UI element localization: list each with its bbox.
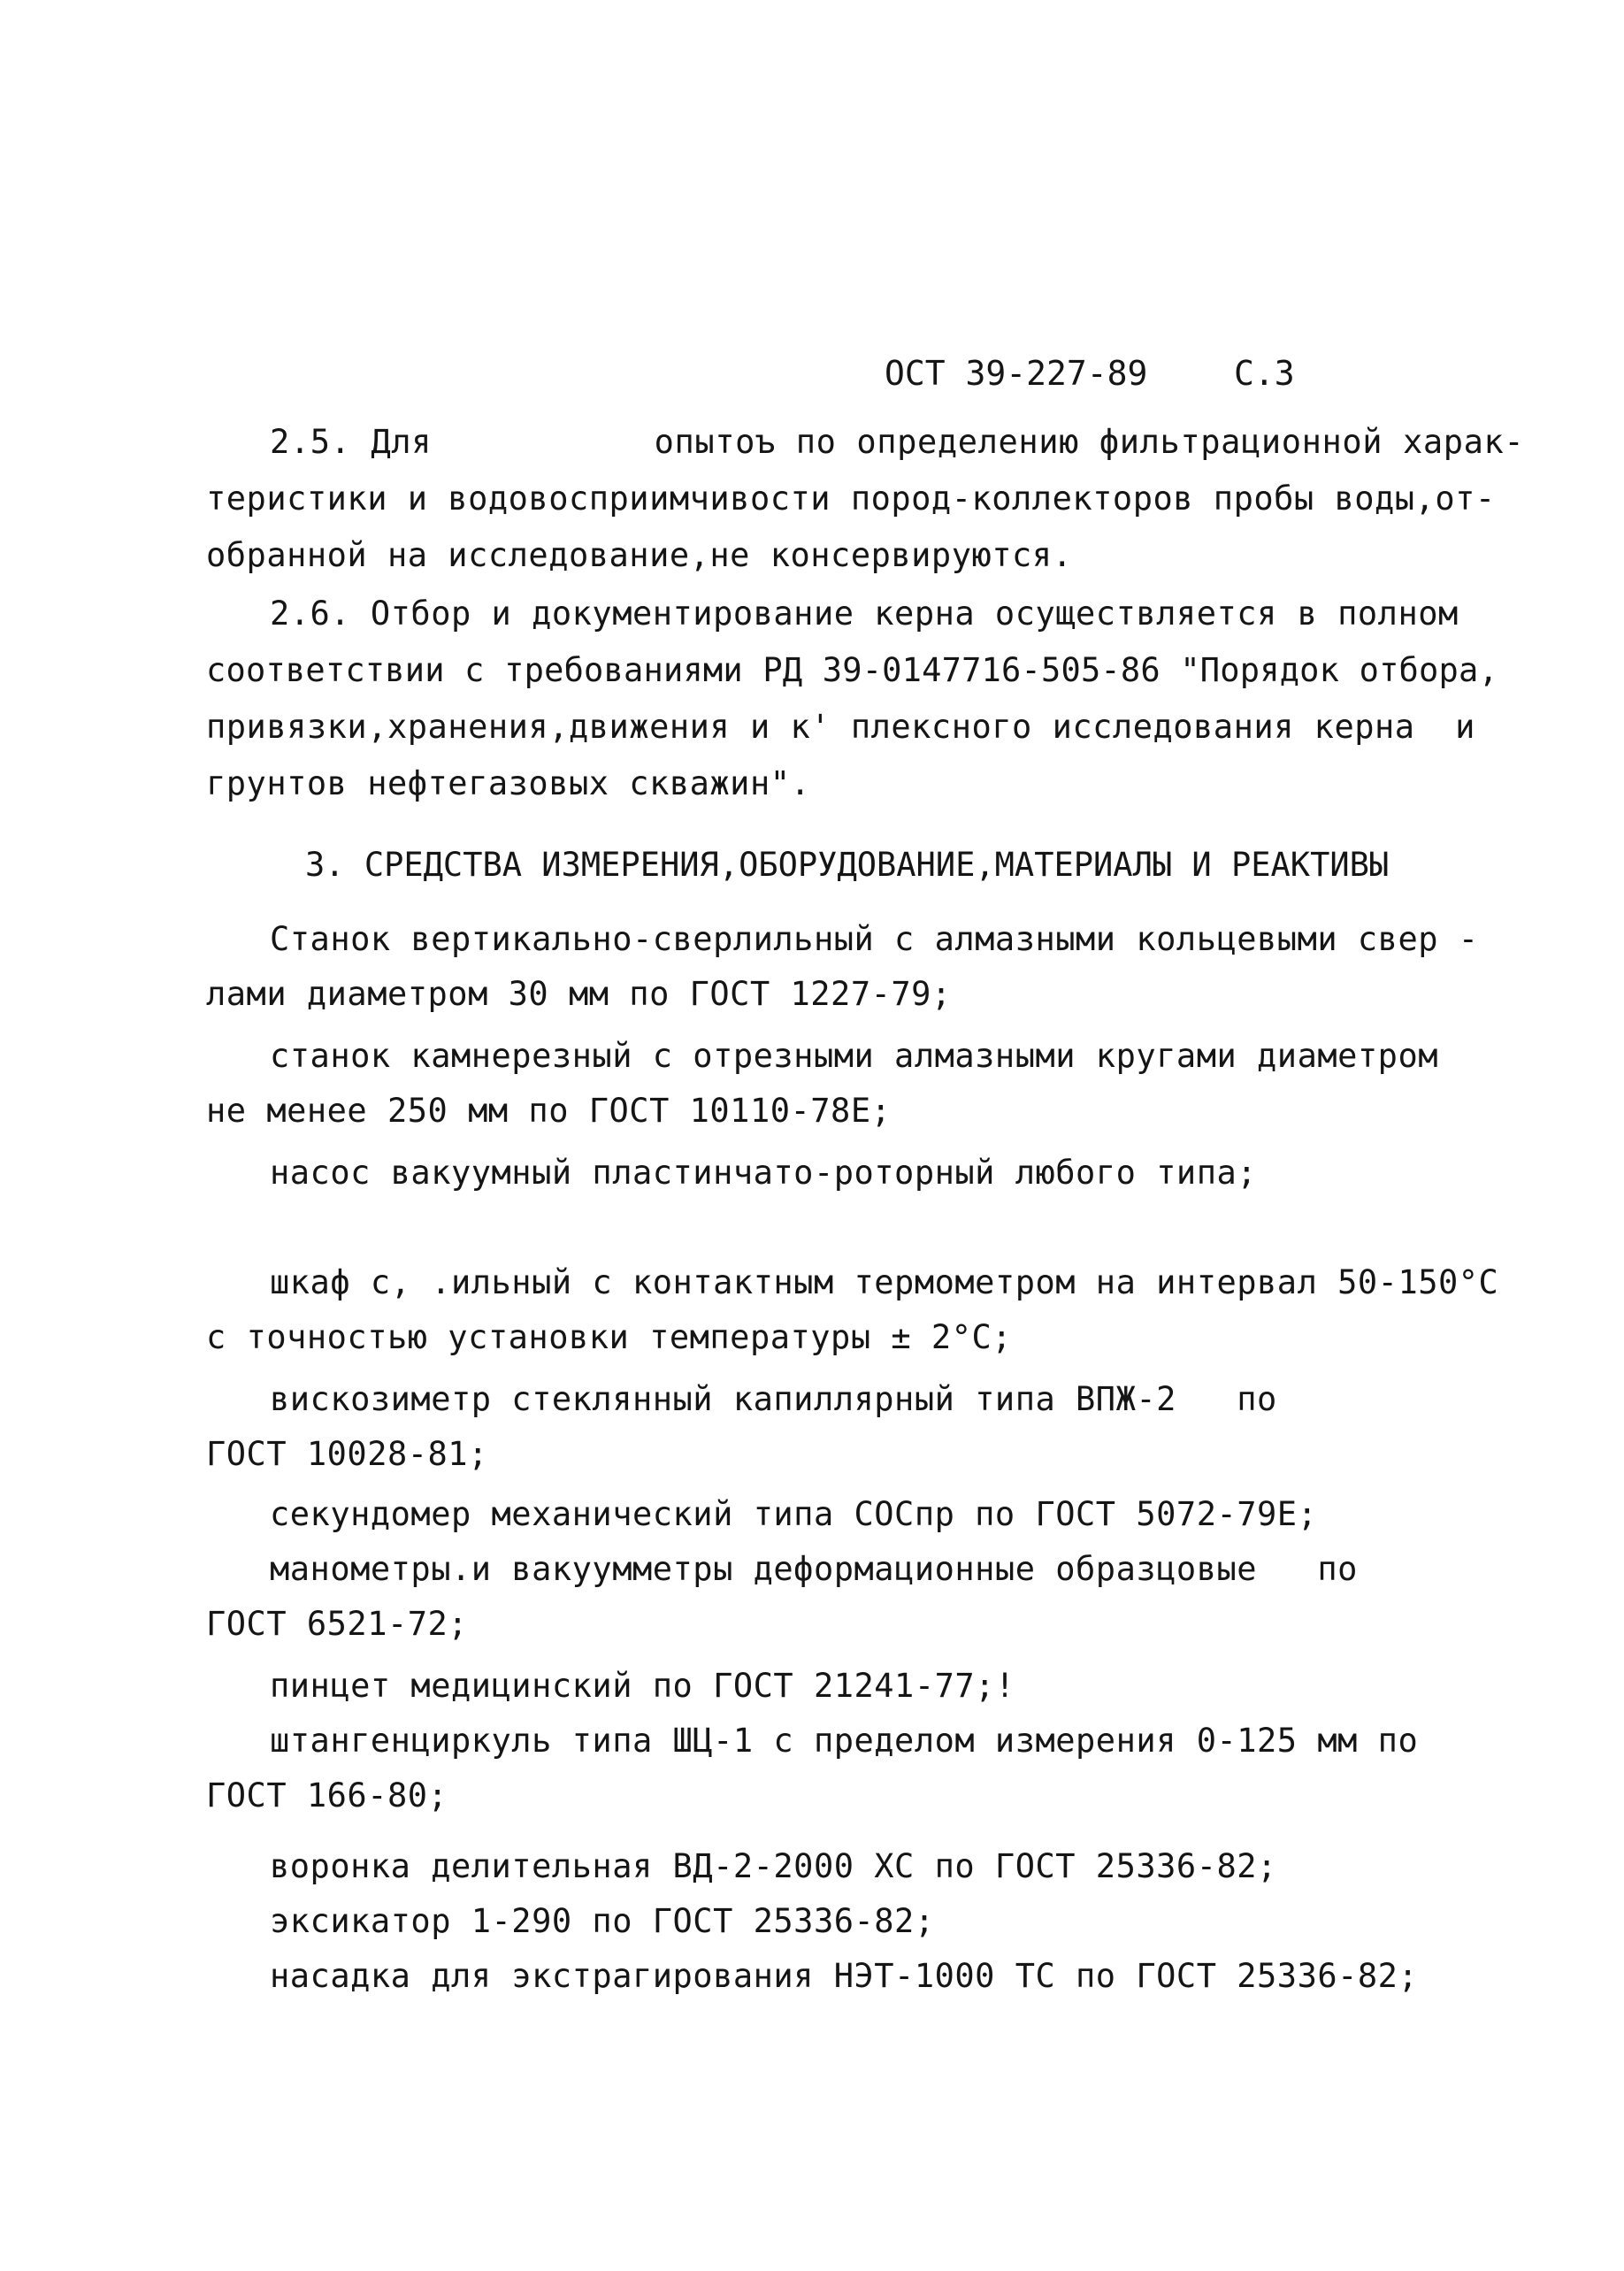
- section-3-title: 3. СРЕДСТВА ИЗМЕРЕНИЯ,ОБОРУДОВАНИЕ,МАТЕРИАЛЫ И РЕАКТИВЫ: [305, 846, 1390, 884]
- list-item-stone-cutting-machine-line-1: станок камнерезный с отрезными алмазными кругами диаметром: [270, 1037, 1439, 1075]
- list-item-viscometer-line-1: вискозиметр стеклянный капиллярный типа ВПЖ-2 по: [270, 1380, 1277, 1418]
- list-item-caliper-line-2: ГОСТ 166-80;: [206, 1776, 448, 1814]
- paragraph-2-6-line-3: привязки,хранения,движения и к' плексного исследования керна и: [206, 708, 1475, 746]
- list-item-drying-cabinet-line-2: с точностью установки температуры ± 2°С;: [206, 1318, 1013, 1356]
- paragraph-2-5-line-3: обранной на исследование,не консервируются.: [206, 536, 1073, 574]
- list-item-stone-cutting-machine-line-2: не менее 250 мм по ГОСТ 10110-78Е;: [206, 1092, 892, 1130]
- list-item-stopwatch: секундомер механический типа СОСпр по ГОСТ 5072-79Е;: [270, 1495, 1318, 1533]
- list-item-caliper-line-1: штангенциркуль типа ШЦ-1 с пределом измерения 0-125 мм по: [270, 1722, 1419, 1760]
- paragraph-2-6-line-4: грунтов нефтегазовых скважин".: [206, 764, 811, 802]
- list-item-extraction-attachment: насадка для экстрагирования НЭТ-1000 ТС по ГОСТ 25336-82;: [270, 1957, 1419, 1995]
- paragraph-2-6-line-2: соответствии с требованиями РД 39-0147716-505-86 "Порядок отбора,: [206, 651, 1498, 689]
- list-item-tweezers: пинцет медицинский по ГОСТ 21241-77;!: [270, 1667, 1015, 1705]
- list-item-drying-cabinet-line-1: шкаф с, .ильный с контактным термометром на интервал 50-150°С: [270, 1263, 1499, 1301]
- paragraph-2-5-line-2: теристики и водовосприимчивости пород-коллекторов пробы воды,от-: [206, 480, 1496, 518]
- list-item-desiccator: эксикатор 1-290 по ГОСТ 25336-82;: [270, 1902, 935, 1940]
- document-code: ОСТ 39-227-89: [885, 354, 1148, 393]
- page-number: С.3: [1234, 354, 1295, 393]
- list-item-separating-funnel: воронка делительная ВД-2-2000 ХС по ГОСТ 25336-82;: [270, 1847, 1277, 1885]
- list-item-viscometer-line-2: ГОСТ 10028-81;: [206, 1435, 488, 1473]
- paragraph-2-6-line-1: 2.6. Отбор и документирование керна осуществляется в полном: [270, 595, 1459, 633]
- list-item-drilling-machine-line-1: Станок вертикально-сверлильный с алмазными кольцевыми свер -: [270, 920, 1479, 958]
- list-item-vacuum-pump: насос вакуумный пластинчато-роторный любого типа;: [270, 1154, 1258, 1192]
- paragraph-2-5-line-1: 2.5. Для опытоъ по определению фильтрационной харак-: [270, 423, 1525, 461]
- list-item-manometers-line-2: ГОСТ 6521-72;: [206, 1605, 469, 1643]
- list-item-manometers-line-1: манометры.и вакуумметры деформационные образцовые по: [270, 1550, 1358, 1588]
- list-item-drilling-machine-line-2: лами диаметром 30 мм по ГОСТ 1227-79;: [206, 975, 952, 1013]
